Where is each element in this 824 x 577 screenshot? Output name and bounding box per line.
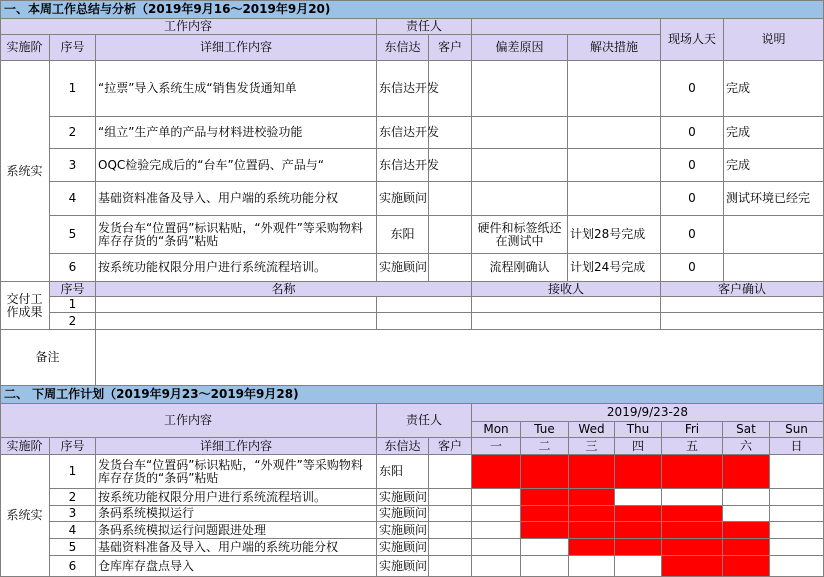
day-en[interactable]: Mon [472,422,521,438]
deliverable-name-ext[interactable] [377,313,472,330]
row-detail[interactable]: 基础资料准备及导入、用户端的系统功能分权 [96,182,377,216]
plan-cell-empty[interactable] [472,489,521,506]
row-dongxinda[interactable]: 实施顾问 [377,182,429,216]
plan-cell-scheduled[interactable] [521,489,569,506]
hdr-solution[interactable]: 解决措施 [568,35,661,61]
plan-cell-scheduled[interactable] [569,539,615,556]
hdr-phase[interactable]: 实施阶 [0,35,50,61]
row-seq[interactable]: 3 [50,149,96,182]
row-reason[interactable] [472,182,568,216]
row-customer[interactable] [429,216,472,254]
plan-cell-scheduled[interactable] [615,522,662,539]
plan-cell-scheduled[interactable] [662,556,723,577]
plan-cell-empty[interactable] [770,455,824,489]
plan-hdr-work-content[interactable]: 工作内容 [0,404,377,438]
plan-cell-scheduled[interactable] [521,522,569,539]
row-detail[interactable]: OQC检验完成后的“台车”位置码、产品与“ [96,149,377,182]
plan-hdr-responsible[interactable]: 责任人 [377,404,472,438]
hdr-deviation-reason[interactable]: 偏差原因 [472,35,568,61]
day-cn[interactable]: 三 [569,438,615,455]
row-detail[interactable]: “组立”生产单的产品与材料进校验功能 [96,117,377,149]
plan-row-seq[interactable]: 4 [50,522,96,539]
plan-cell-empty[interactable] [770,489,824,506]
plan-row-detail[interactable]: 仓库库存盘点导入 [96,556,377,577]
row-customer[interactable] [429,149,472,182]
plan-cell-scheduled[interactable] [569,455,615,489]
plan-cell-scheduled[interactable] [615,539,662,556]
deliverables-name[interactable]: 名称 [96,282,472,297]
row-dongxinda[interactable]: 东信达开发 [377,149,429,182]
day-cn[interactable]: 五 [662,438,723,455]
plan-row-detail[interactable]: 条码系统模拟运行 [96,506,377,522]
plan-cell-scheduled[interactable] [723,522,770,539]
plan-cell-empty[interactable] [770,522,824,539]
plan-cell-scheduled[interactable] [615,506,662,522]
row-note[interactable]: 完成 [724,149,824,182]
hdr-blank[interactable] [472,19,661,35]
row-solution[interactable] [568,149,661,182]
plan-cell-empty[interactable] [521,556,569,577]
plan-cell-scheduled[interactable] [521,455,569,489]
row-reason[interactable]: 硬件和标签纸还在测试中 [472,216,568,254]
plan-row-dongxinda[interactable]: 实施顾问 [377,489,429,506]
deliverable-seq[interactable]: 1 [50,297,96,313]
plan-cell-empty[interactable] [770,506,824,522]
row-days[interactable]: 0 [661,182,724,216]
hdr-detail[interactable]: 详细工作内容 [96,35,377,61]
plan-hdr-date-range[interactable]: 2019/9/23-28 [472,404,824,422]
day-cn[interactable]: 四 [615,438,662,455]
hdr-customer[interactable]: 客户 [429,35,472,61]
plan-cell-empty[interactable] [615,489,662,506]
deliverable-name-ext[interactable] [377,297,472,313]
plan-row-customer[interactable] [429,489,472,506]
plan-cell-scheduled[interactable] [472,455,521,489]
phase-label[interactable]: 系统实 [0,61,50,282]
deliverable-seq[interactable]: 2 [50,313,96,330]
plan-hdr-seq[interactable]: 序号 [50,438,96,455]
row-detail[interactable]: “拉票”导入系统生成“销售发货通知单 [96,61,377,117]
row-solution[interactable] [568,117,661,149]
row-reason[interactable] [472,117,568,149]
day-en[interactable]: Sat [723,422,770,438]
deliverables-confirm[interactable]: 客户确认 [661,282,824,297]
plan-row-seq[interactable]: 1 [50,455,96,489]
plan-hdr-detail[interactable]: 详细工作内容 [96,438,377,455]
plan-hdr-dongxinda[interactable]: 东信达 [377,438,429,455]
deliverable-confirm[interactable] [661,313,824,330]
plan-cell-empty[interactable] [770,539,824,556]
row-dongxinda[interactable]: 东信达开发 [377,61,429,117]
row-detail[interactable]: 按系统功能权限分用户进行系统流程培训。 [96,254,377,282]
plan-row-customer[interactable] [429,522,472,539]
plan-cell-empty[interactable] [662,489,723,506]
plan-cell-empty[interactable] [723,506,770,522]
hdr-seq[interactable]: 序号 [50,35,96,61]
row-solution[interactable] [568,182,661,216]
plan-cell-scheduled[interactable] [662,539,723,556]
plan-row-dongxinda[interactable]: 东阳 [377,455,429,489]
row-solution[interactable] [568,61,661,117]
plan-cell-scheduled[interactable] [615,455,662,489]
plan-row-seq[interactable]: 6 [50,556,96,577]
plan-cell-scheduled[interactable] [521,506,569,522]
row-note[interactable] [724,216,824,254]
row-days[interactable]: 0 [661,149,724,182]
row-reason[interactable] [472,149,568,182]
deliverable-receiver[interactable] [472,297,661,313]
day-en[interactable]: Wed [569,422,615,438]
hdr-dongxinda[interactable]: 东信达 [377,35,429,61]
deliverable-name[interactable] [96,297,377,313]
row-seq[interactable]: 2 [50,117,96,149]
day-en[interactable]: Fri [662,422,723,438]
deliverable-receiver[interactable] [472,313,661,330]
day-cn[interactable]: 日 [770,438,824,455]
plan-row-customer[interactable] [429,539,472,556]
row-customer[interactable] [429,254,472,282]
plan-cell-empty[interactable] [770,556,824,577]
plan-row-customer[interactable] [429,556,472,577]
plan-row-seq[interactable]: 5 [50,539,96,556]
deliverables-label[interactable]: 交付工作成果 [0,282,50,330]
row-days[interactable]: 0 [661,254,724,282]
plan-cell-empty[interactable] [472,539,521,556]
deliverable-confirm[interactable] [661,297,824,313]
plan-cell-empty[interactable] [472,556,521,577]
plan-row-customer[interactable] [429,455,472,489]
remarks-label[interactable]: 备注 [0,330,96,386]
plan-row-dongxinda[interactable]: 实施顾问 [377,556,429,577]
plan-row-detail[interactable]: 基础资料准备及导入、用户端的系统功能分权 [96,539,377,556]
plan-hdr-phase[interactable]: 实施阶 [0,438,50,455]
day-cn[interactable]: 六 [723,438,770,455]
row-seq[interactable]: 4 [50,182,96,216]
row-dongxinda[interactable]: 实施顾问 [377,254,429,282]
plan-cell-scheduled[interactable] [569,522,615,539]
plan-cell-empty[interactable] [472,506,521,522]
plan-row-dongxinda[interactable]: 实施顾问 [377,522,429,539]
plan-phase-label[interactable]: 系统实 [0,455,50,577]
plan-cell-empty[interactable] [521,539,569,556]
hdr-description[interactable]: 说明 [724,19,824,61]
row-note[interactable] [724,254,824,282]
plan-cell-scheduled[interactable] [662,455,723,489]
section2-title[interactable]: 二、 下周工作计划（2019年9月23～2019年9月28) [0,386,824,404]
row-solution[interactable]: 计划24号完成 [568,254,661,282]
deliverables-seq[interactable]: 序号 [50,282,96,297]
plan-cell-empty[interactable] [723,489,770,506]
day-en[interactable]: Sun [770,422,824,438]
plan-row-detail[interactable]: 发货台车“位置码”标识粘贴，“外观件”等采购物料库存存货的“条码”粘贴 [96,455,377,489]
row-dongxinda[interactable]: 东信达开发 [377,117,429,149]
plan-row-dongxinda[interactable]: 实施顾问 [379,506,428,520]
hdr-work-content[interactable]: 工作内容 [0,19,377,35]
row-detail[interactable]: 发货台车“位置码”标识粘贴，“外观件”等采购物料库存存货的“条码”粘贴 [96,216,377,254]
deliverable-name[interactable] [96,313,377,330]
plan-row-seq[interactable]: 3 [50,506,96,522]
row-days[interactable]: 0 [661,216,724,254]
plan-cell-scheduled[interactable] [662,522,723,539]
plan-cell-scheduled[interactable] [569,489,615,506]
plan-cell-empty[interactable] [569,556,615,577]
plan-cell-scheduled[interactable] [723,539,770,556]
hdr-responsible[interactable]: 责任人 [377,19,472,35]
section1-title[interactable]: 一、本周工作总结与分析（2019年9月16～2019年9月20) [0,0,824,19]
plan-cell-scheduled[interactable] [723,455,770,489]
day-cn[interactable]: 二 [521,438,569,455]
plan-cell-empty[interactable] [472,522,521,539]
row-note[interactable]: 完成 [724,61,824,117]
plan-row-seq[interactable]: 2 [50,489,96,506]
row-seq[interactable]: 5 [50,216,96,254]
row-customer[interactable] [429,61,472,117]
plan-cell-empty[interactable] [615,556,662,577]
row-reason[interactable]: 流程刚确认 [472,254,568,282]
remarks-value[interactable] [96,330,824,386]
plan-row-customer[interactable] [429,506,472,522]
row-reason[interactable] [472,61,568,117]
row-note[interactable]: 测试环境已经完 [724,182,824,216]
day-en[interactable]: Thu [615,422,662,438]
hdr-onsite-days[interactable]: 现场人天 [661,19,724,61]
plan-hdr-customer[interactable]: 客户 [429,438,472,455]
row-days[interactable]: 0 [661,117,724,149]
plan-row-detail[interactable]: 条码系统模拟运行问题跟进处理 [96,522,377,539]
row-customer[interactable] [429,117,472,149]
day-cn[interactable]: 一 [472,438,521,455]
row-solution[interactable]: 计划28号完成 [568,216,661,254]
plan-cell-scheduled[interactable] [723,556,770,577]
row-note[interactable]: 完成 [724,117,824,149]
row-seq[interactable]: 1 [50,61,96,117]
row-dongxinda[interactable]: 东阳 [377,216,429,254]
deliverables-receiver[interactable]: 接收人 [472,282,661,297]
day-en[interactable]: Tue [521,422,569,438]
plan-cell-scheduled[interactable] [662,506,723,522]
plan-row-detail[interactable]: 按系统功能权限分用户进行系统流程培训。 [96,489,377,506]
row-customer[interactable] [429,182,472,216]
row-days[interactable]: 0 [661,61,724,117]
row-seq[interactable]: 6 [50,254,96,282]
plan-cell-scheduled[interactable] [569,506,615,522]
plan-row-dongxinda[interactable]: 实施顾问 [377,539,429,556]
